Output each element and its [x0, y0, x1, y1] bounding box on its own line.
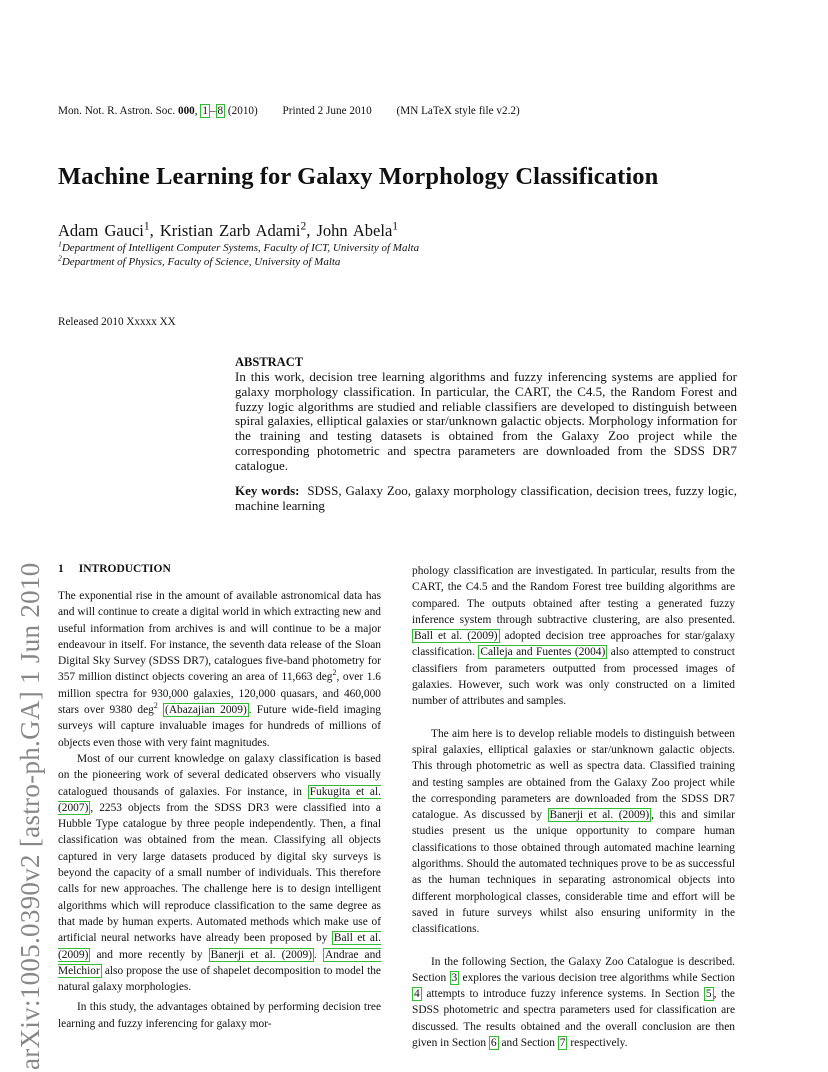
- citation-link[interactable]: Banerji et al. (2009): [549, 809, 650, 822]
- section-heading: [58, 563, 171, 575]
- paragraph-text: phology classification are investigated. In particular, results from the CART, the C4.5 and the Random Forest tree building algorithms are compared. The outputs obtained after testing a generated fuzzy inference system through subtractive clustering, are also presented.: [412, 565, 735, 626]
- section-link[interactable]: 4: [414, 988, 420, 1001]
- paragraph-text: attempts to introduce fuzzy inference systems. In Section: [426, 988, 700, 1001]
- keywords-text: SDSS, Galaxy Zoo, galaxy morphology classification, decision trees, fuzzy logic, machine learning: [235, 483, 738, 513]
- intro-paragraph-4: [412, 563, 735, 710]
- journal-volume: 000: [177, 105, 195, 117]
- paragraph-text: . Future wide-field imaging surveys will capture invaluable images for hundreds of millions of objects even those with very faint magnitudes.: [58, 704, 381, 749]
- citation-link[interactable]: Banerji et al. (2009): [210, 948, 313, 961]
- keywords-label: Key words:: [235, 483, 300, 498]
- paragraph-text: , the SDSS photometric and spectra parameters used for classification are discussed. The results obtained and the overall conclusion are then given in Section: [412, 988, 735, 1050]
- release-date: Released 2010 Xxxxx XX: [58, 316, 176, 328]
- paper-title: Machine Learning for Galaxy Morphology Classification: [58, 163, 659, 190]
- style-file: (MN LaTeX style file v2.2): [396, 105, 520, 117]
- page-end-link[interactable]: 8: [217, 105, 224, 117]
- superscript: 2: [332, 668, 337, 678]
- author-affil-mark: 1: [143, 220, 150, 233]
- paragraph-text: Most of our current knowledge on galaxy classification is based on the pioneering work of several dedicated observers who visually catalogued thousands of galaxies. For instance, in: [58, 752, 381, 798]
- author-name: John Abela: [316, 221, 393, 240]
- citation-link[interactable]: Fukugita et al. (2007): [58, 785, 381, 814]
- citation-link[interactable]: Calleja and Fuentes (2004): [480, 646, 606, 659]
- author-name: Adam Gauci: [58, 221, 144, 240]
- paragraph-text: , over 1.6 million spectra for 930,000 galaxies, 120,000 quasars, and 460,000 stars over 9380 deg: [58, 671, 381, 717]
- keywords: [235, 483, 737, 513]
- affiliation-mark: 1: [58, 239, 62, 249]
- intro-paragraph-1: [58, 588, 381, 751]
- section-link[interactable]: 7: [559, 1037, 566, 1050]
- affiliation: [58, 239, 420, 254]
- paragraph-text: The aim here is to develop reliable models to distinguish between spiral galaxies, elliptical galaxies or star/unknown galactic objects. This through photometric as well as spectra data. Classified training and testing samples are obtained from the Galaxy Zoo project while the corresponding parameters are downloaded from the SDSS DR7 catalogue. As discussed by: [412, 727, 735, 822]
- paragraph-text: respectively.: [570, 1037, 628, 1050]
- citation-link[interactable]: Ball et al. (2009): [58, 932, 381, 961]
- paragraph-text: adopted decision tree approaches for star/galaxy classification.: [412, 630, 735, 659]
- journal-year: (2010): [227, 105, 258, 117]
- abstract-text: In this work, decision tree learning algorithms and fuzzy inferencing systems are applied for galaxy morphology classification. In particular, the CART, the C4.5, the Random Forest and fuzzy logic algorithms are studied and reliable classifiers are developed to distinguish between spiral galaxies, elliptical galaxies or star/unknown galactic objects. Morphology information for the training and testing datasets is obtained from the Galaxy Zoo project while the corresponding photometric and spectra parameters are downloaded from the SDSS DR7 catalogue.: [235, 369, 737, 473]
- section-link[interactable]: 5: [705, 988, 712, 1001]
- intro-paragraph-2: [58, 751, 381, 995]
- paragraph-text: explores the various decision tree algorithms while Section: [462, 971, 735, 984]
- affiliation-text: Department of Intelligent Computer Systems, Faculty of ICT, University of Malta: [61, 242, 420, 254]
- running-header: Mon. Not. R. Astron. Soc. 000, 1 – 8 (2010) Printed 2 June 2010 (MN LaTeX style file v2.2): [58, 105, 520, 117]
- affiliation-mark: 2: [58, 253, 62, 263]
- author-name: Kristian Zarb Adami: [159, 221, 301, 240]
- paragraph-text: .: [314, 948, 317, 961]
- section-title: INTRODUCTION: [78, 563, 171, 575]
- journal-name: Mon. Not. R. Astron. Soc.: [58, 105, 176, 117]
- affiliation: [58, 253, 341, 268]
- section-link[interactable]: 6: [490, 1037, 497, 1050]
- paragraph-text: , 2253 objects from the SDSS DR3 were classified into a Hubble Type catalogue by three people independently. Then, a final classification was obtained from the mean. Classifying all objects captured in very large datasets produced by digital sky surveys is beyond the capacity of a small number of individuals. This therefore calls for new approaches. The challenge here is to design intelligent algorithms which will reproduce classification to the same degree as that made by human experts. Automated methods which make use of artificial neural networks have already been proposed by: [58, 801, 381, 945]
- left-column: [58, 588, 381, 1032]
- printed-date: Printed 2 June 2010: [282, 105, 372, 117]
- paragraph-text: The exponential rise in the amount of available astronomical data has and will continue to create a digital world in which extracting new and useful information from archives is and will continue to be a major endeavour in itself. For instance, the seventh data release of the Sloan Digital Sky Survey (SDSS DR7), catalogues five-band photometry for 357 million distinct objects covering an area of 11,663 deg: [58, 590, 381, 684]
- intro-paragraph-6: [412, 954, 735, 1052]
- right-column: [412, 563, 735, 1051]
- arxiv-stamp: arXiv:1005.0390v2 [astro-ph.GA] 1 Jun 2010: [15, 562, 45, 1070]
- affiliation-text: Department of Physics, Faculty of Science, University of Malta: [61, 256, 341, 268]
- page-start-link[interactable]: 1: [202, 105, 208, 117]
- paragraph-text: , this and similar studies present us the unique opportunity to compare human classifications to those obtained through automated machine learning algorithms. Should the automated techniques prove to be as successful as the human techniques in separating astronomical objects into different morphological classes, considerable time and effort will be saved in future surveys whilst also ensuring uniformity in the classifications.: [412, 809, 735, 936]
- citation-link[interactable]: Andrae and Melchior: [58, 948, 381, 977]
- intro-paragraph-3: [58, 999, 381, 1032]
- author-affil-mark: 2: [300, 220, 307, 233]
- citation-link[interactable]: (Abazajian 2009): [165, 704, 247, 717]
- paragraph-text: also propose the use of shapelet decomposition to model the natural galaxy morphologies.: [58, 964, 381, 994]
- paragraph-text: also attempted to construct classifiers from parameters outputted from processed images of galaxies. However, such work was only constructed on a limited number of attributes and samples.: [412, 646, 735, 708]
- paragraph-text: and more recently by: [96, 948, 203, 961]
- paragraph-text: and Section: [501, 1037, 555, 1050]
- citation-link[interactable]: Ball et al. (2009): [414, 630, 498, 643]
- section-link[interactable]: 3: [451, 971, 458, 984]
- author-list: Adam Gauci$^1$, Kristian Zarb Adami$^2$, John Abela$^1$: [58, 220, 399, 240]
- paragraph-text: In this study, the advantages obtained by performing decision tree learning and fuzzy inferencing for galaxy mor-: [58, 1001, 381, 1030]
- section-number: 1: [58, 563, 64, 575]
- author-affil-mark: 1: [392, 220, 399, 233]
- abstract-heading: ABSTRACT: [235, 355, 304, 369]
- superscript: 2: [153, 701, 158, 711]
- paragraph-text: In the following Section, the Galaxy Zoo Catalogue is described. Section: [412, 955, 735, 984]
- intro-paragraph-5: [412, 726, 735, 938]
